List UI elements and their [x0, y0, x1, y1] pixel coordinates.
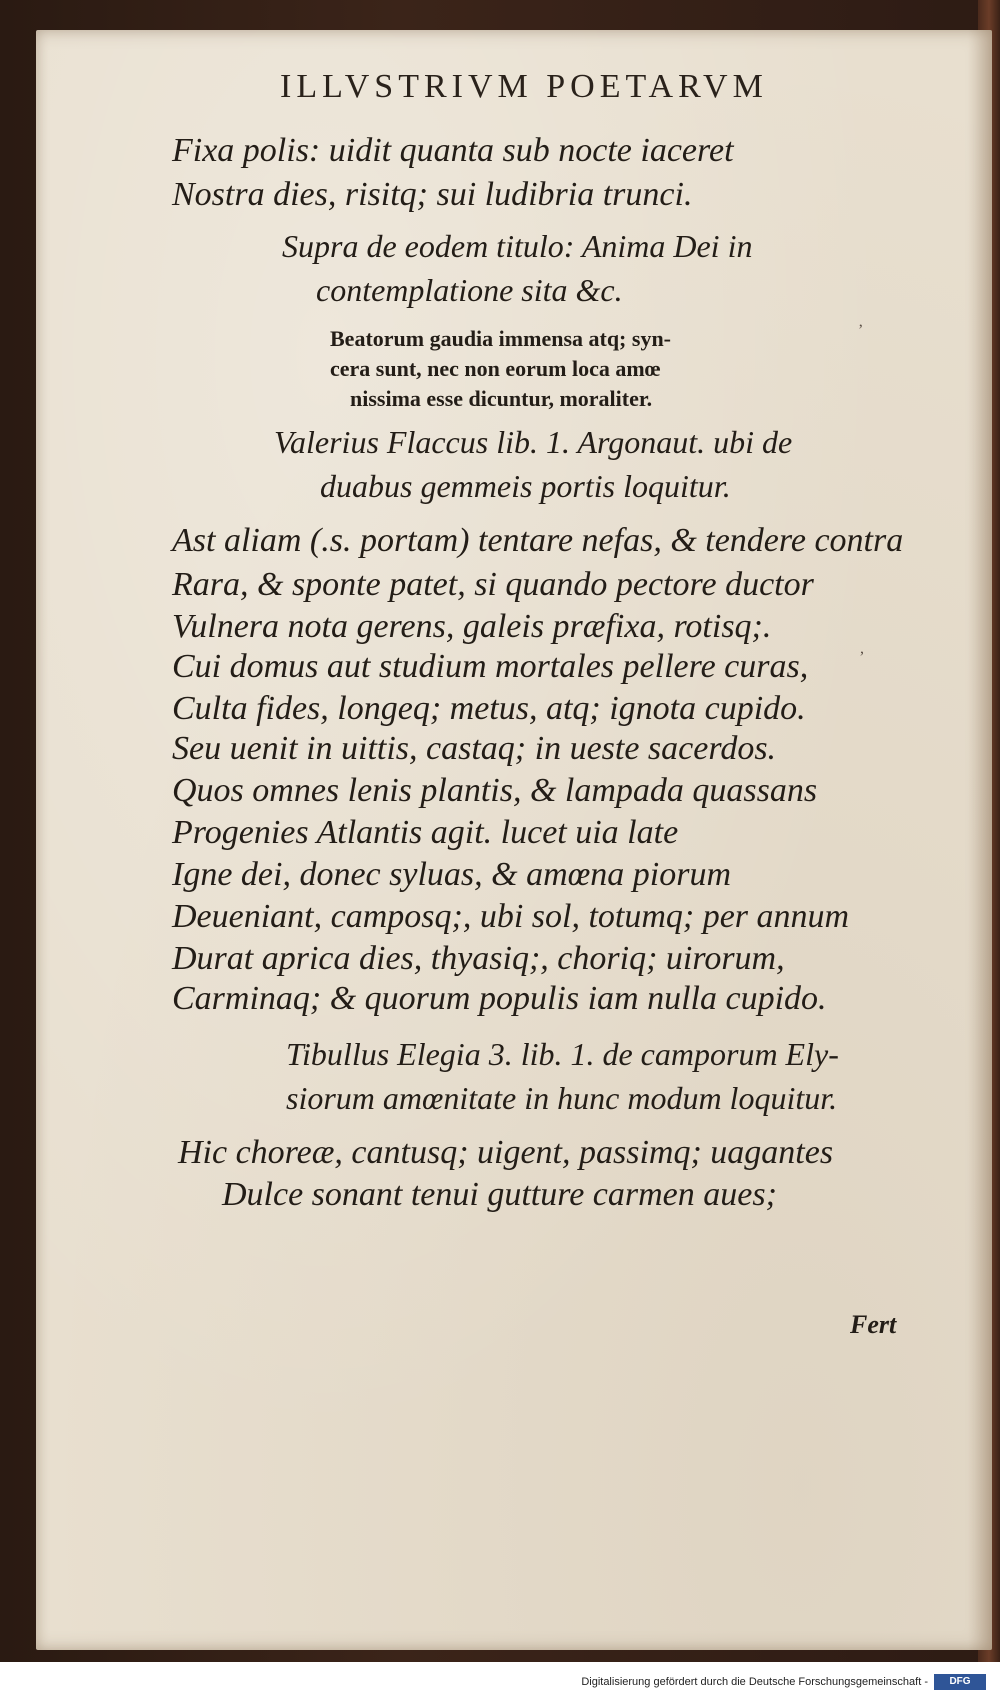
verse-line: Cui domus aut studium mortales pellere curas,: [172, 648, 809, 685]
dfg-logo: DFG: [934, 1674, 986, 1690]
verse-line: Ast aliam (.s. portam) tentare nefas, & tendere contra: [172, 522, 904, 559]
verse-line: Igne dei, donec syluas, & amœna piorum: [172, 856, 732, 893]
verse-line: Vulnera nota gerens, galeis præfixa, rotisq;.: [172, 608, 772, 645]
verse-line: Culta fides, longeq; metus, atq; ignota cupido.: [172, 690, 806, 727]
margin-mark: ,: [860, 640, 864, 657]
verse-line: Deueniant, camposq;, ubi sol, totumq; per annum: [172, 898, 850, 935]
verse-line: Durat aprica dies, thyasiq;, choriq; uirorum,: [172, 940, 785, 977]
verse-line: Progenies Atlantis agit. lucet uia late: [172, 814, 679, 851]
margin-mark: ’: [858, 322, 864, 339]
section-heading: Supra de eodem titulo: Anima Dei in: [282, 228, 753, 264]
section-heading: duabus gemmeis portis loquitur.: [320, 468, 731, 504]
verse-line: Fixa polis: uidit quanta sub nocte iaceret: [172, 132, 734, 169]
section-heading: contemplatione sita &c.: [316, 272, 623, 308]
verse-line: Rara, & sponte patet, si quando pectore ductor: [172, 566, 814, 603]
section-heading: Valerius Flaccus lib. 1. Argonaut. ubi de: [274, 424, 793, 460]
verse-line: Dulce sonant tenui gutture carmen aues;: [222, 1176, 777, 1213]
summary-line: nissima esse dicuntur, moraliter.: [350, 386, 653, 411]
verse-line: Quos omnes lenis plantis, & lampada quassans: [172, 772, 818, 809]
summary-line: cera sunt, nec non eorum loca amœ: [330, 356, 661, 381]
page-gutter-shadow: [968, 30, 992, 1650]
verse-line: Hic choreæ, cantusq; uigent, passimq; uagantes: [178, 1134, 834, 1171]
verse-line: Seu uenit in uittis, castaq; in ueste sacerdos.: [172, 730, 777, 767]
running-head: ILLVSTRIVM POETARVM: [280, 68, 768, 105]
digitization-credit: Digitalisierung gefördert durch die Deutsche Forschungsgemeinschaft -: [581, 1676, 928, 1688]
summary-line: Beatorum gaudia immensa atq; syn-: [330, 326, 672, 351]
catchword: Fert: [850, 1310, 897, 1339]
section-heading: siorum amœnitate in hunc modum loquitur.: [286, 1080, 838, 1116]
section-heading: Tibullus Elegia 3. lib. 1. de camporum Ely-: [286, 1036, 839, 1072]
verse-line: Nostra dies, risitq; sui ludibria trunci.: [172, 176, 693, 213]
verse-line: Carminaq; & quorum populis iam nulla cupido.: [172, 980, 827, 1017]
